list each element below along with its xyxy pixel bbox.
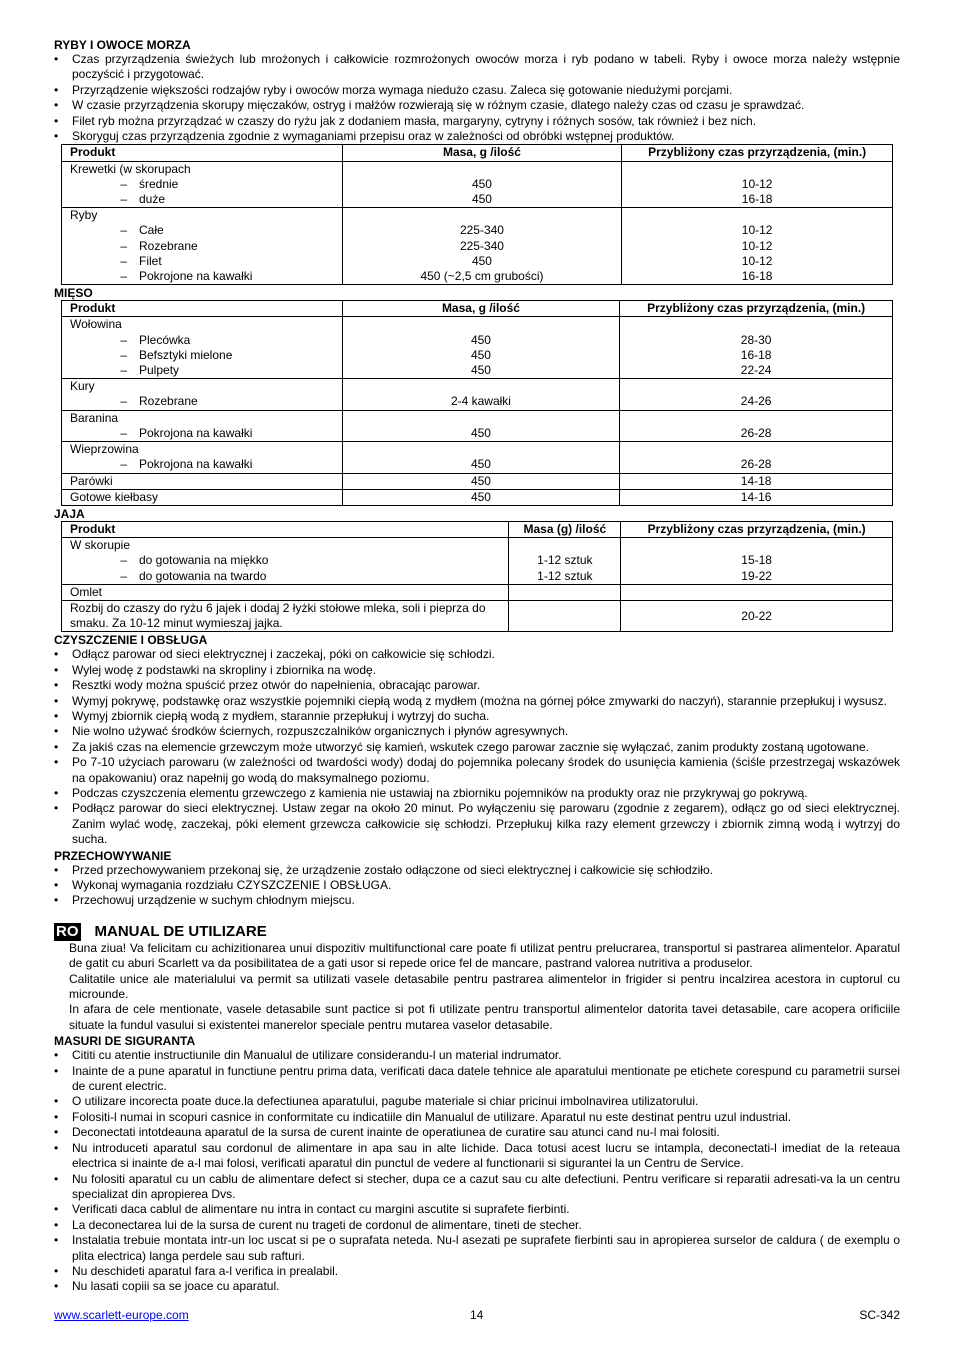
product-cell: – Rozebrane (62, 239, 343, 254)
table-row (62, 457, 893, 473)
list-item: • Przed przechowywaniem przekonaj się, że urządzenie zostało odłączone od sieci elektrycznej i całkowicie się schłodziło. (54, 863, 900, 878)
time-cell: 20-22 (621, 600, 893, 631)
page (54, 37, 900, 1295)
time-cell: 26-28 (620, 426, 893, 442)
product-cell: – do gotowania na miękko (62, 553, 509, 568)
list-item: • Podłącz parowar do sieci elektrycznej. Ustaw zegar na około 20 minut. Po wyłączeniu się parowaru (zgodnie z zegarem), odłącz go od sieci elektrycznej. Zanim wylać wodę, zaczekaj, póki element grzewcza całkowicie się schłodzi. Przepłukuj kilka razy element grzewczy i zbiornik zimną wodą i wytrzyj do sucha. (54, 801, 900, 847)
mass-cell: 450 (342, 348, 620, 363)
category-cell: Omlet (62, 584, 509, 600)
table-row (62, 161, 893, 177)
meat-table (61, 300, 893, 506)
list-item: • Folositi-l numai in scopuri casnice in conformitate cu indicatiile din Manualul de utilizare. Aparatul nu este destinat pentru uzul industrial. (54, 1110, 900, 1125)
list-item: • Czas przyrządzenia świeżych lub mrożonych i całkowicie rozmrożonych owoców morza i ryb podano w tabeli. Ryby i owoce morza należy wstępnie poczyścić i przygotować. (54, 52, 900, 83)
time-cell: 10-12 (622, 223, 893, 238)
list-item: • Wylej wodę z podstawki na skropliny i zbiornika na wodę. (54, 663, 900, 678)
mass-cell: 450 (~2,5 cm grubości) (342, 269, 622, 285)
product-cell: Gotowe kiełbasy (62, 489, 343, 505)
time-cell: 16-18 (622, 269, 893, 285)
section-heading-safety: MASURI DE SIGURANTA (54, 1034, 196, 1049)
mass-cell: 450 (342, 489, 620, 505)
mass-cell: 225-340 (342, 223, 622, 238)
column-header: Przybliżony czas przyrządzenia, (min.) (621, 521, 893, 537)
product-cell: Rozbij do czaszy do ryżu 6 jajek i dodaj 2 łyżki stołowe mleka, soli i pieprza do smaku. Za 10-12 minut wymieszaj jajka. (62, 600, 509, 631)
list-item: • Resztki wody można spuścić przez otwór do napełnienia, obracając parowar. (54, 678, 900, 693)
section-heading-cleaning: CZYSZCZENIE I OBSŁUGA (54, 633, 208, 648)
intro-paragraph: Calitatile unice ale materialului va permit sa utilizati vasele detasabile pentru pastrarea alimentelor in frigider si pentru incalzirea acestora in cuptorul cu microunde. (69, 971, 900, 1002)
table-row (62, 317, 893, 333)
list-item: • O utilizare incorecta poate duce.la defectiunea aparatului, pagube materiale si chiar pricinui imbolnavirea utilizatorului. (54, 1094, 900, 1109)
list-item: • Za jakiś czas na elemencie grzewczym może utworzyć się kamień, wskutek czego parowar zacznie się wyłączać, zanim produkty zostaną ugotowane. (54, 740, 900, 755)
category-cell: Baranina (62, 410, 343, 426)
column-header: Przybliżony czas przyrządzenia, (min.) (622, 145, 893, 161)
column-header: Produkt (62, 145, 343, 161)
column-header: Masa, g /ilość (342, 145, 622, 161)
product-cell: – Pokrojona na kawałki (62, 426, 343, 442)
category-cell: W skorupie (62, 538, 509, 554)
time-cell: 14-18 (620, 473, 893, 489)
column-header: Produkt (62, 301, 343, 317)
table-row (62, 363, 893, 379)
table-header-row (62, 301, 893, 317)
time-cell: 24-26 (620, 394, 893, 410)
time-cell: 19-22 (621, 569, 893, 585)
table-row (62, 223, 893, 238)
list-item: • Podczas czyszczenia elementu grzewczego z kamienia nie ustawiaj na zbiorniku pojemników na produkty oraz nie przykrywaj go pokrywą. (54, 786, 900, 801)
table-row (62, 569, 893, 585)
table-row (62, 254, 893, 269)
section-heading-meat: MIĘSO (54, 286, 93, 301)
category-cell: Wieprzowina (62, 442, 343, 458)
table-row (62, 394, 893, 410)
list-item: • Wymyj zbiornik ciepłą wodą z mydłem, starannie przepłukuj i wytrzyj do sucha. (54, 709, 900, 724)
product-cell: Parówki (62, 473, 343, 489)
intro-paragraph: In afara de cele mentionate, vasele detasabile sunt pactice si pot fi utilizate pentru transportul alimentelor datorita tavei detasabile, care acopera orificiile situate la fundul vasului si existentei manerelor speciale pentru mutarea vaselor detasabile. (69, 1002, 900, 1032)
column-header: Produkt (62, 521, 509, 537)
product-cell: – Plecówka (62, 333, 343, 348)
mass-cell: 450 (342, 363, 620, 379)
time-cell: 16-18 (620, 348, 893, 363)
table-header-row (62, 145, 893, 161)
list-item: • La deconectarea lui de la sursa de curent nu trageti de cordonul de alimentare, tineti de stecher. (54, 1218, 900, 1233)
section-heading-fish: RYBY I OWOCE MORZA (54, 38, 191, 52)
mass-cell: 450 (342, 457, 620, 473)
list-item: • Deconectati intotdeauna aparatul de la sursa de curent inainte de operatiunea de curatire sau atunci cand nu-l mai folositi. (54, 1125, 900, 1140)
table-row (62, 473, 893, 489)
mass-cell: 2-4 kawałki (342, 394, 620, 410)
product-cell: – duże (62, 192, 343, 208)
table-row (62, 426, 893, 442)
language-badge: RO (56, 922, 79, 940)
product-cell: – Pokrojone na kawałki (62, 269, 343, 285)
list-item: • Po 7-10 użyciach parowaru (w zależności od twardości wody) dodaj do pojemnika polecany środek do usunięcia kamienia (ściśle przestrzegaj wskazówek na opakowaniu) oraz napełnij go wodą do maksymalnego poziomu. (54, 755, 900, 786)
time-cell: 16-18 (622, 192, 893, 208)
product-cell: – Rozebrane (62, 394, 343, 410)
section-heading-storage: PRZECHOWYWANIE (54, 848, 172, 863)
page-number: 14 (470, 1308, 484, 1322)
safety-bullet-list (54, 1048, 900, 1295)
list-item: • Odłącz parowar od sieci elektrycznej i zaczekaj, póki on całkowicie się schłodzi. (54, 647, 900, 662)
table-row (62, 553, 893, 568)
product-cell: – Całe (62, 223, 343, 238)
category-cell: Wołowina (62, 317, 343, 333)
category-cell: Krewetki (w skorupach (62, 161, 343, 177)
mass-cell: 450 (342, 254, 622, 269)
list-item: • Instalatia trebuie montata intr-un loc uscat si pe o suprafata neteda. Nu-l asezati pe suprafete fierbinti sau in apropierea surselor de caldura ( de exemplu o plita electrica) langa perdele sau sub rafturi. (54, 1233, 900, 1264)
mass-cell: 450 (342, 426, 620, 442)
table-row (62, 442, 893, 458)
product-cell: – Befsztyki mielone (62, 348, 343, 363)
table-row (62, 177, 893, 192)
list-item: • Verificati daca cablul de alimentare nu intra in contact cu margini ascutite si suprafete fierbinti. (54, 1202, 900, 1217)
mass-cell: 450 (342, 177, 622, 192)
table-row (62, 208, 893, 224)
product-cell: – średnie (62, 177, 343, 192)
time-cell: 26-28 (620, 457, 893, 473)
mass-cell (509, 600, 621, 631)
website-link[interactable]: www.scarlett-europe.com (54, 1308, 189, 1322)
mass-cell: 450 (342, 192, 622, 208)
column-header: Przybliżony czas przyrządzenia, (min.) (620, 301, 893, 317)
list-item: • Nu deschideti aparatul fara a-l verifica in prealabil. (54, 1264, 900, 1279)
list-item: • Inainte de a pune aparatul in functiune pentru prima data, verificati daca datele tehnice ale aparatului mentionate pe etichete corespund cu parametrii sursei de curent electric. (54, 1064, 900, 1095)
time-cell: 28-30 (620, 333, 893, 348)
list-item: • W czasie przyrządzenia skorupy mięczaków, ostryg i małżów rozwierają się w różnym czasie, dlatego należy czas od czasu je sprawdzać. (54, 98, 900, 113)
time-cell: 15-18 (621, 553, 893, 568)
list-item: • Przyrządzenie większości rodzajów ryby i owoców morza wymaga niedużo czasu. Zaleca się gotowanie niedużymi porcjami. (54, 83, 900, 98)
product-cell: – Pokrojona na kawałki (62, 457, 343, 473)
eggs-table (61, 521, 893, 632)
category-cell: Ryby (62, 208, 343, 224)
table-row (62, 538, 893, 554)
time-cell: 10-12 (622, 177, 893, 192)
list-item: • Nu lasati copiii sa se joace cu aparatul. (54, 1279, 900, 1294)
category-cell: Kury (62, 379, 343, 395)
mass-cell: 1-12 sztuk (509, 553, 621, 568)
product-cell: – Pulpety (62, 363, 343, 379)
fish-bullet-list (54, 52, 900, 144)
ro-manual-title (54, 923, 900, 941)
list-item: • Skoryguj czas przyrządzenia zgodnie z wymaganiami przepisu oraz w zależności od obróbki wstępnej produktów. (54, 129, 900, 144)
product-cell: – do gotowania na twardo (62, 569, 509, 585)
table-row (62, 239, 893, 254)
storage-bullet-list (54, 863, 900, 909)
table-row (62, 192, 893, 208)
table-header-row (62, 521, 893, 537)
table-row (62, 600, 893, 631)
time-cell: 10-12 (622, 239, 893, 254)
cleaning-bullet-list (54, 647, 900, 847)
list-item: • Filet ryb można przyrządzać w czaszy do ryżu jak z dodaniem masła, margaryny, cytryny i różnych sosów, tak również i bez nich. (54, 114, 900, 129)
list-item: • Wykonaj wymagania rozdziału CZYSZCZENIE I OBSŁUGA. (54, 878, 900, 893)
list-item: • Nu folositi aparatul cu un cablu de alimentare defect si stecher, dupa ce a cazut sau cu alte defectiuni. Pentru verificare si reparatii adresati-va la un centru specializat din apropierea Dvs. (54, 1172, 900, 1203)
table-row (62, 584, 893, 600)
list-item: • Cititi cu atentie instructiunile din Manualul de utilizare considerandu-l un material indrumator. (54, 1048, 900, 1063)
table-row (62, 489, 893, 505)
manual-title: MANUAL DE UTILIZARE (94, 922, 267, 940)
mass-cell: 450 (342, 473, 620, 489)
section-heading-eggs: JAJA (54, 506, 85, 521)
page-footer (54, 1308, 900, 1324)
mass-cell: 225-340 (342, 239, 622, 254)
product-cell: – Filet (62, 254, 343, 269)
list-item: • Przechowuj urządzenie w suchym chłodnym miejscu. (54, 893, 900, 908)
fish-table (61, 144, 893, 285)
table-row (62, 379, 893, 395)
mass-cell: 450 (342, 333, 620, 348)
time-cell: 10-12 (622, 254, 893, 269)
column-header: Masa (g) /ilość (509, 521, 621, 537)
table-row (62, 333, 893, 348)
list-item: • Nu introduceti aparatul sau cordonul de alimentare in apa sau in alte lichide. Daca totusi acest lucru se intampla, deconectati-l imediat de la reteaua electrica si inainte de a-l mai folosi, verificati aparatul din punctul de vedere al functionarii si sigurantei la un Centru de Service. (54, 1141, 900, 1172)
table-row (62, 348, 893, 363)
intro-paragraph: Buna ziua! Va felicitam cu achizitionarea unui dispozitiv multifunctional care poate fi utilizat pentru prelucrarea, transportul si pastrarea alimentelor. Aparatul de gatit cu aburi Scarlett va da posibilitatea de a gati usor si repede orice fel de mancare, pastrand valorea nutritiva a produselor. (69, 940, 900, 971)
table-row (62, 410, 893, 426)
list-item: • Wymyj pokrywę, podstawkę oraz wszystkie pojemniki ciepłą wodą z mydłem (można na górnej półce zmywarki do naczyń), starannie przepłukuj i wysusz. (54, 694, 900, 709)
list-item: • Nie wolno używać środków ściernych, rozpuszczalników organicznych i płynów agresywnych. (54, 724, 900, 739)
time-cell: 22-24 (620, 363, 893, 379)
time-cell: 14-16 (620, 489, 893, 505)
table-row (62, 269, 893, 285)
column-header: Masa, g /ilość (342, 301, 620, 317)
mass-cell: 1-12 sztuk (509, 569, 621, 585)
model-number: SC-342 (859, 1308, 900, 1322)
